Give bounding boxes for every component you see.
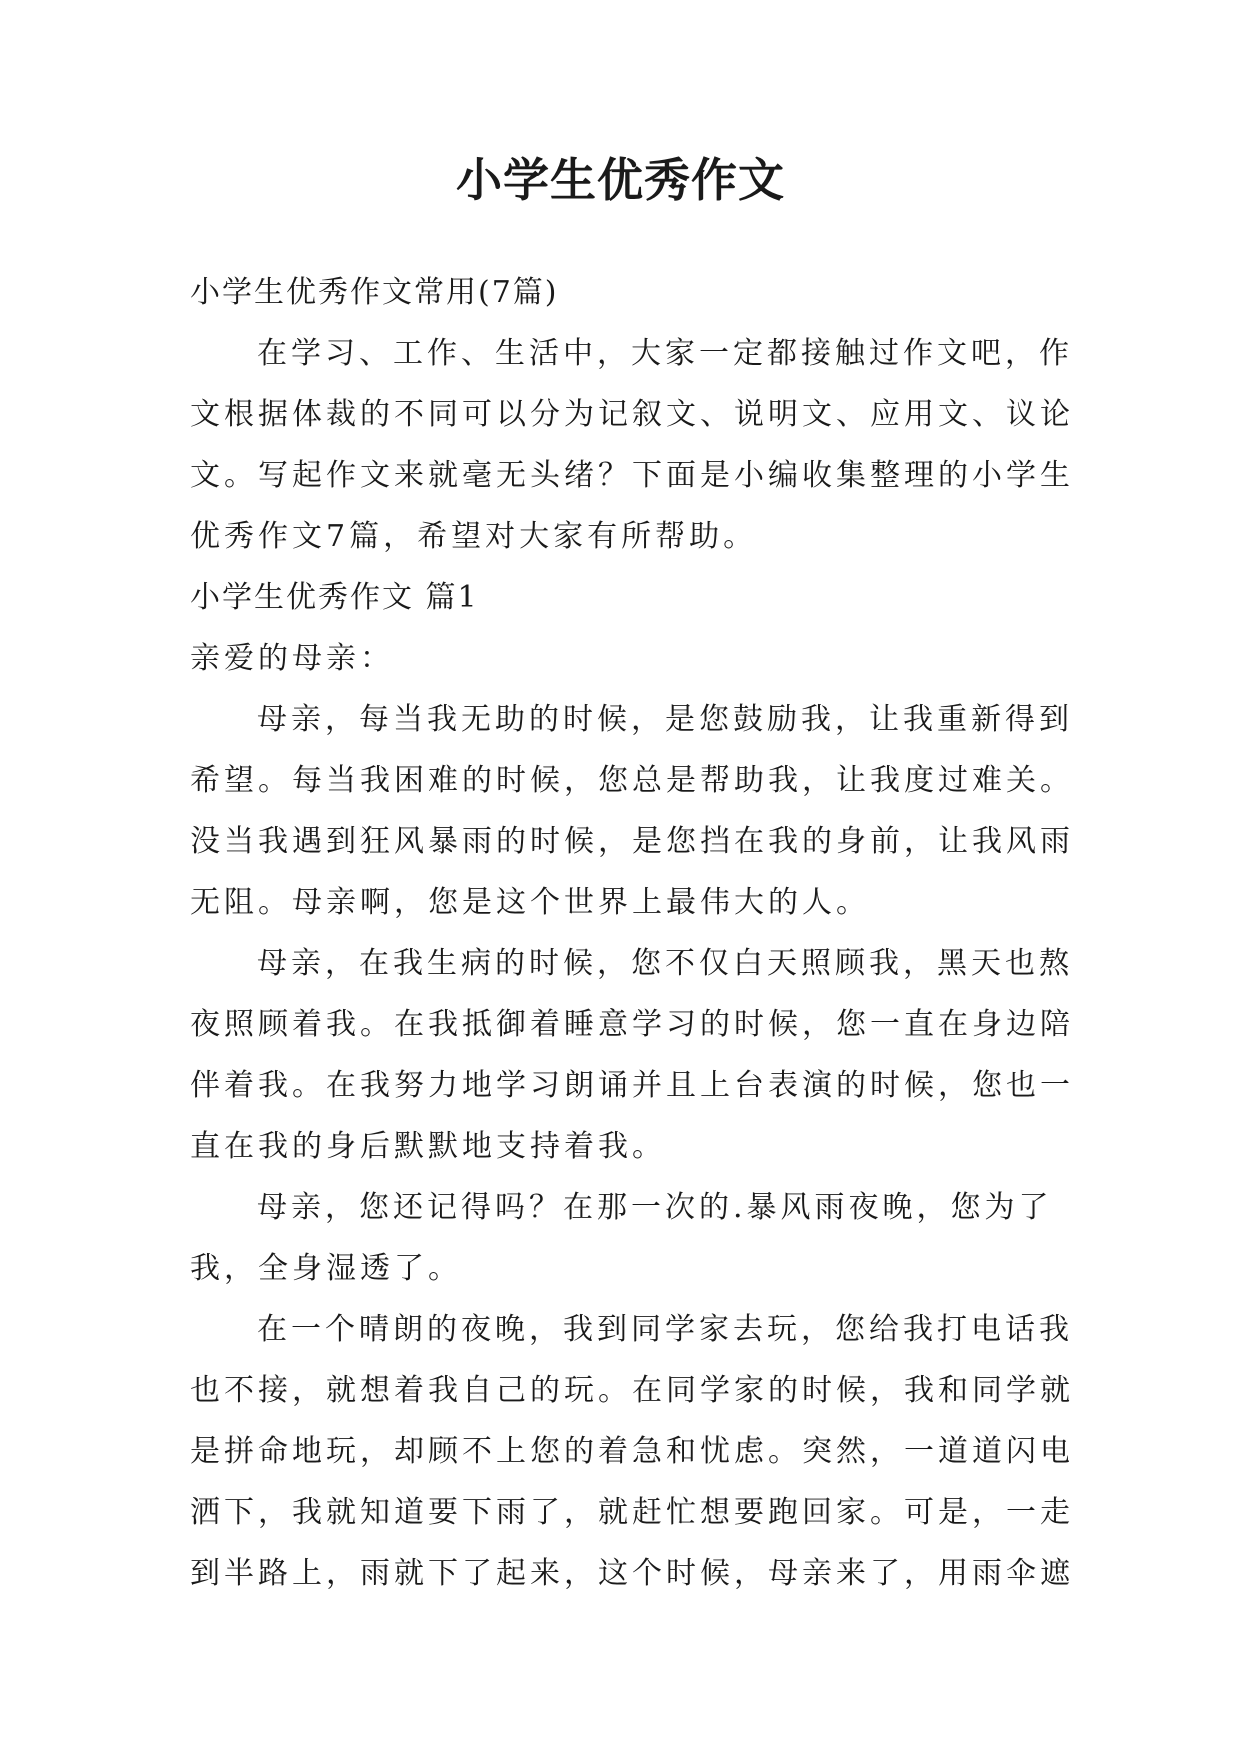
- text-line: 文根据体裁的不同可以分为记叙文、说明文、应用文、议论: [190, 397, 1074, 432]
- text-line: 也不接，就想着我自己的玩。在同学家的时候，我和同学就: [190, 1373, 1074, 1408]
- text-line: 没当我遇到狂风暴雨的时候，是您挡在我的身前，让我风雨: [190, 824, 1074, 859]
- text-line: 母亲，每当我无助的时候，是您鼓励我，让我重新得到: [257, 702, 1073, 737]
- text-line: 直在我的身后默默地支持着我。: [190, 1129, 666, 1164]
- text-line: 优秀作文7篇，希望对大家有所帮助。: [190, 519, 758, 554]
- document-title: 小学生优秀作文: [456, 153, 785, 207]
- text-line: 亲爱的母亲：: [190, 641, 394, 676]
- text-line: 到半路上，雨就下了起来，这个时候，母亲来了，用雨伞遮: [190, 1556, 1074, 1591]
- text-line: 夜照顾着我。在我抵御着睡意学习的时候，您一直在身边陪: [190, 1007, 1074, 1042]
- text-line: 希望。每当我困难的时候，您总是帮助我，让我度过难关。: [190, 763, 1074, 798]
- text-line: 文。写起作文来就毫无头绪？下面是小编收集整理的小学生: [190, 458, 1074, 493]
- text-line: 在一个晴朗的夜晚，我到同学家去玩，您给我打电话我: [257, 1312, 1073, 1347]
- text-line: 无阻。母亲啊，您是这个世界上最伟大的人。: [190, 885, 870, 920]
- text-line: 洒下，我就知道要下雨了，就赶忙想要跑回家。可是，一走: [190, 1495, 1074, 1530]
- section-heading: 小学生优秀作文 篇1: [190, 580, 479, 615]
- text-line: 我，全身湿透了。: [190, 1251, 462, 1286]
- document-body: [190, 262, 1074, 1604]
- section-heading: 小学生优秀作文常用(7篇): [190, 275, 559, 310]
- text-line: 母亲，您还记得吗？在那一次的.暴风雨夜晚，您为了: [257, 1190, 1053, 1225]
- text-line: 母亲，在我生病的时候，您不仅白天照顾我，黑天也熬: [257, 946, 1073, 981]
- text-line: 是拼命地玩，却顾不上您的着急和忧虑。突然，一道道闪电: [190, 1434, 1074, 1469]
- text-line: 在学习、工作、生活中，大家一定都接触过作文吧，作: [257, 336, 1073, 371]
- text-line: 伴着我。在我努力地学习朗诵并且上台表演的时候，您也一: [190, 1068, 1074, 1103]
